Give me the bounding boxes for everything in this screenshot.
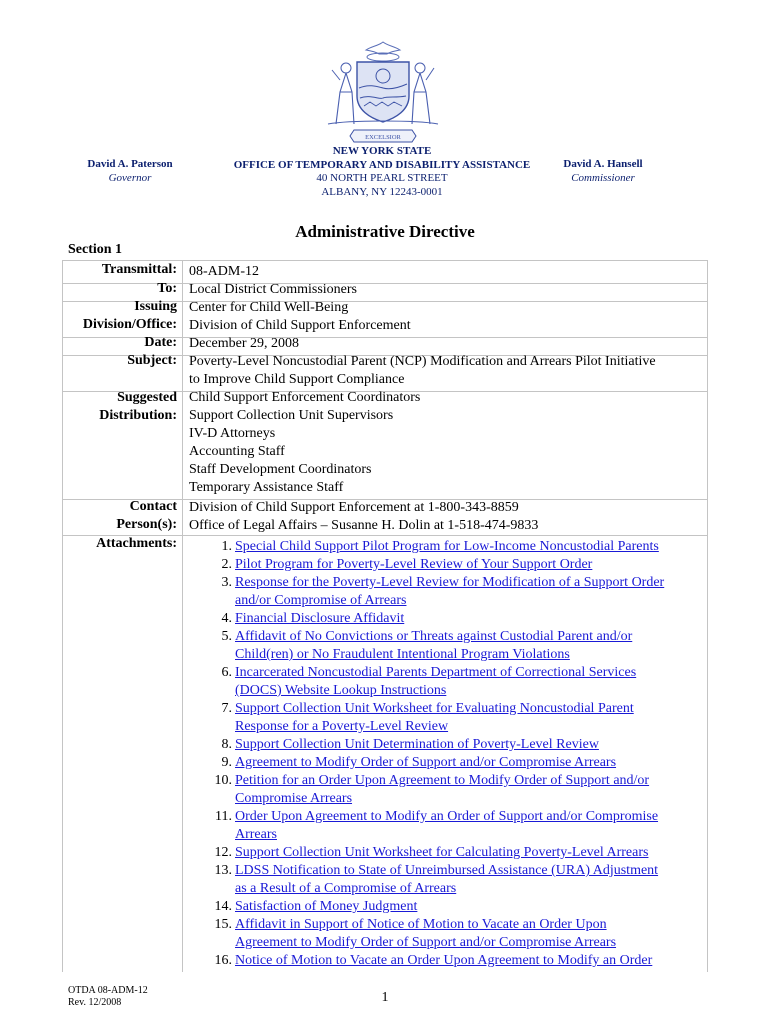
- attachment-item: [189, 952, 704, 970]
- column-divider: [182, 261, 183, 972]
- attachment-link[interactable]: Agreement to Modify Order of Support and/or Compromise Arrears: [235, 755, 617, 770]
- attachment-item: [189, 700, 704, 736]
- subject-label: Subject:: [127, 353, 177, 368]
- transmittal-value: 08-ADM-12: [189, 264, 259, 279]
- attachment-item: [189, 772, 704, 808]
- attachment-item: [189, 556, 704, 574]
- attachment-item: [189, 538, 704, 556]
- agency-address-block: [222, 145, 542, 199]
- footer-revision: Rev. 12/2008: [68, 997, 122, 1008]
- division-office-value: Division of Child Support Enforcement: [189, 318, 411, 333]
- distribution-item: Temporary Assistance Staff: [189, 480, 344, 495]
- commissioner-block: [543, 158, 663, 185]
- to-value: Local District Commissioners: [189, 282, 357, 297]
- issuing-label: Issuing: [134, 299, 177, 314]
- attachment-number: 8.: [221, 737, 232, 752]
- attachment-link-continued[interactable]: Compromise Arrears: [235, 791, 353, 806]
- attachment-number: 9.: [221, 755, 232, 770]
- attachment-item: [189, 736, 704, 754]
- attachments-label: Attachments:: [96, 536, 177, 551]
- attachment-number: 3.: [221, 575, 232, 590]
- attachment-link[interactable]: Response for the Poverty-Level Review for Modification of a Support Order: [235, 575, 665, 590]
- attachment-item: [189, 808, 704, 844]
- page-number: 1: [381, 990, 389, 1005]
- attachment-link-continued[interactable]: and/or Compromise of Arrears: [235, 593, 407, 608]
- attachment-link[interactable]: Affidavit in Support of Notice of Motion to Vacate an Order Upon: [235, 917, 607, 932]
- commissioner-name: David A. Hansell: [563, 158, 643, 170]
- transmittal-label: Transmittal:: [101, 262, 177, 277]
- attachment-link[interactable]: LDSS Notification to State of Unreimbursed Assistance (URA) Adjustment: [235, 863, 659, 878]
- persons-label: Person(s):: [116, 517, 177, 532]
- attachment-item: [189, 610, 704, 628]
- attachment-link-continued[interactable]: Agreement to Modify Order of Support and/or Compromise Arrears: [235, 935, 617, 950]
- attachment-link[interactable]: Petition for an Order Upon Agreement to Modify Order of Support and/or: [235, 773, 650, 788]
- attachment-link[interactable]: Pilot Program for Poverty-Level Review of Your Support Order: [235, 557, 593, 572]
- attachment-link[interactable]: Financial Disclosure Affidavit: [235, 611, 405, 626]
- attachments-list: [189, 538, 704, 970]
- attachment-number: 16.: [214, 953, 232, 968]
- attachment-link-continued[interactable]: (DOCS) Website Lookup Instructions: [235, 683, 447, 698]
- division-office-label: Division/Office:: [82, 317, 177, 332]
- attachment-item: [189, 862, 704, 898]
- date-value: December 29, 2008: [189, 336, 300, 351]
- attachment-item: [189, 628, 704, 664]
- subject-value-line-2: to Improve Child Support Compliance: [189, 372, 405, 387]
- suggested-label: Suggested: [117, 390, 177, 405]
- attachment-link[interactable]: Order Upon Agreement to Modify an Order of Support and/or Compromise: [235, 809, 659, 824]
- attachment-link[interactable]: Support Collection Unit Determination of Poverty-Level Review: [235, 737, 599, 752]
- distribution-item: Staff Development Coordinators: [189, 462, 372, 477]
- city-address: ALBANY, NY 12243-0001: [321, 185, 443, 198]
- attachment-number: 5.: [221, 629, 232, 644]
- attachment-link[interactable]: Support Collection Unit Worksheet for Evaluating Noncustodial Parent: [235, 701, 634, 716]
- attachment-link[interactable]: Notice of Motion to Vacate an Order Upon Agreement to Modify an Order: [235, 953, 653, 968]
- attachment-link[interactable]: Special Child Support Pilot Program for Low-Income Noncustodial Parents: [235, 539, 659, 554]
- attachment-number: 11.: [215, 809, 232, 824]
- attachment-item: [189, 898, 704, 916]
- attachment-number: 6.: [221, 665, 232, 680]
- attachment-link-continued[interactable]: as a Result of a Compromise of Arrears: [235, 881, 457, 896]
- distribution-item: Support Collection Unit Supervisors: [189, 408, 394, 423]
- new-york-state-seal-icon: [310, 40, 456, 150]
- attachment-item: [189, 754, 704, 772]
- issuing-value: Center for Child Well-Being: [189, 300, 349, 315]
- attachment-number: 10.: [214, 773, 232, 788]
- directive-table: [62, 260, 708, 972]
- contact-value-legal: Office of Legal Affairs – Susanne H. Dolin at 1-518-474-9833: [189, 518, 539, 533]
- governor-name: David A. Paterson: [87, 158, 173, 170]
- footer-form-id: OTDA 08-ADM-12: [68, 985, 148, 996]
- attachment-number: 2.: [221, 557, 232, 572]
- contact-label: Contact: [129, 499, 177, 514]
- distribution-label: Distribution:: [99, 408, 177, 423]
- attachment-item: [189, 844, 704, 862]
- document-title: Administrative Directive: [295, 222, 475, 241]
- attachment-number: 14.: [214, 899, 232, 914]
- attachment-item: [189, 574, 704, 610]
- distribution-item: IV-D Attorneys: [189, 426, 276, 441]
- attachment-number: 7.: [221, 701, 232, 716]
- distribution-item: Accounting Staff: [189, 444, 285, 459]
- attachment-link[interactable]: Satisfaction of Money Judgment: [235, 899, 418, 914]
- attachment-link-continued[interactable]: Response for a Poverty-Level Review: [235, 719, 449, 734]
- attachment-link-continued[interactable]: Arrears: [235, 827, 277, 842]
- attachment-link[interactable]: Incarcerated Noncustodial Parents Department of Correctional Services: [235, 665, 637, 680]
- attachment-link[interactable]: Affidavit of No Convictions or Threats against Custodial Parent and/or: [235, 629, 633, 644]
- attachment-link-continued[interactable]: Child(ren) or No Fraudulent Intentional Program Violations: [235, 647, 570, 662]
- governor-block: [62, 158, 198, 185]
- distribution-item: Child Support Enforcement Coordinators: [189, 390, 421, 405]
- state-name: NEW YORK STATE: [332, 145, 432, 157]
- contact-value-dcse: Division of Child Support Enforcement at 1-800-343-8859: [189, 500, 519, 515]
- to-label: To:: [157, 281, 177, 296]
- attachment-item: [189, 916, 704, 952]
- subject-value: Poverty-Level Noncustodial Parent (NCP) Modification and Arrears Pilot Initiative: [189, 354, 656, 369]
- attachment-number: 15.: [214, 917, 232, 932]
- distribution-list: [189, 389, 701, 497]
- attachment-number: 4.: [221, 611, 232, 626]
- attachment-number: 1.: [221, 539, 232, 554]
- date-label: Date:: [144, 335, 177, 350]
- attachment-number: 12.: [214, 845, 232, 860]
- commissioner-title: Commissioner: [571, 171, 635, 184]
- seal-motto: EXCELSIOR: [365, 134, 401, 141]
- governor-title: Governor: [108, 171, 152, 184]
- street-address: 40 NORTH PEARL STREET: [316, 172, 448, 184]
- agency-name: OFFICE OF TEMPORARY AND DISABILITY ASSISTANCE: [233, 158, 531, 171]
- section-heading: Section 1: [68, 242, 123, 257]
- attachment-item: [189, 664, 704, 700]
- attachment-number: 13.: [214, 863, 232, 878]
- attachment-link[interactable]: Support Collection Unit Worksheet for Calculating Poverty-Level Arrears: [235, 845, 649, 860]
